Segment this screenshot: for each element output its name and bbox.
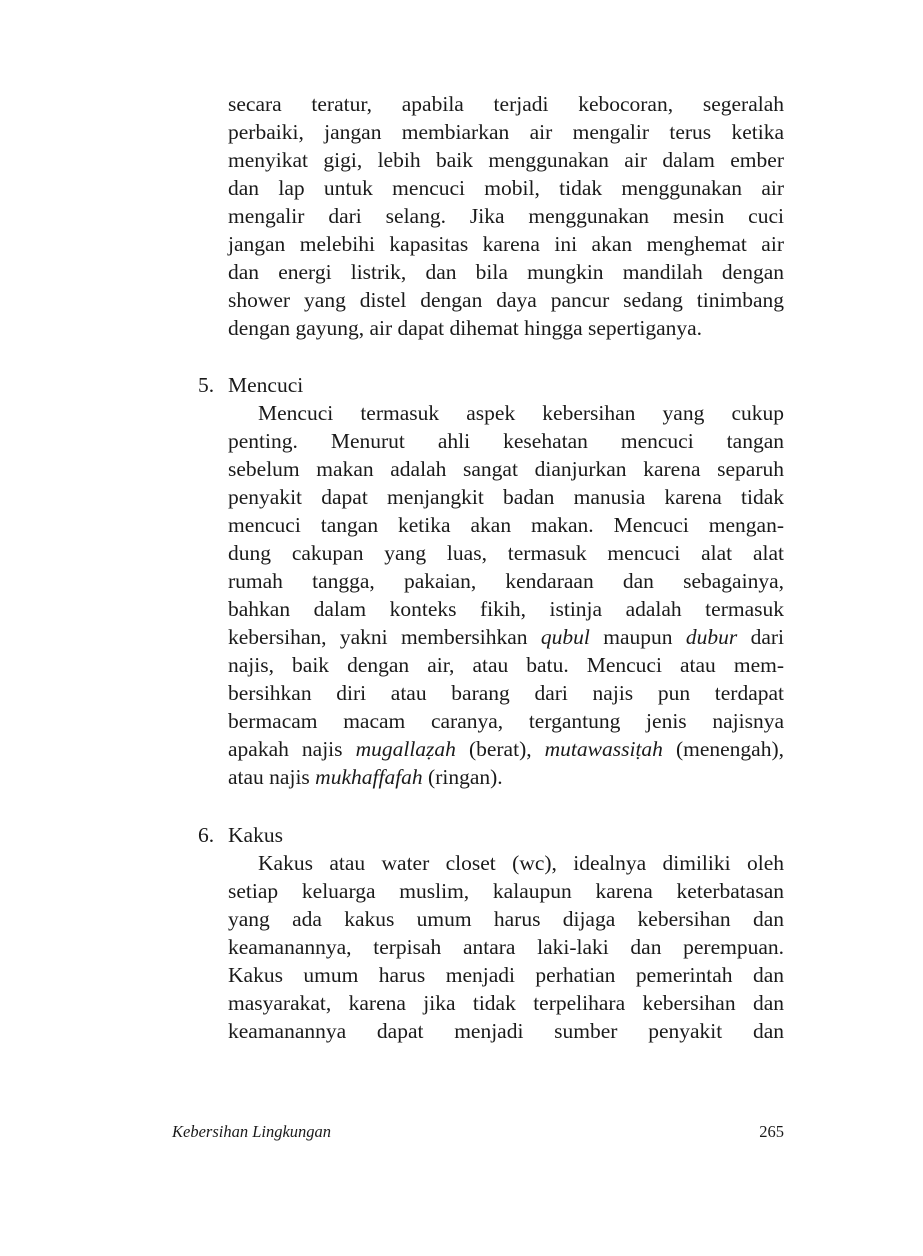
text-run: (ringan). (422, 765, 503, 789)
text-line: dan energi listrik, dan bila mungkin mandilah dengan (228, 260, 784, 284)
text-line-qubul-dubur (228, 623, 784, 651)
term-mugallazah: mugallaẓah (355, 737, 456, 761)
text-line: shower yang distel dengan daya pancur sedang tinimbang (228, 288, 784, 312)
text-line: jangan melebihi kapasitas karena ini akan menghemat air (228, 232, 784, 256)
text-line: keamanannya, terpisah antara laki-laki dan perempuan. (228, 935, 784, 959)
section-title: Kakus (228, 823, 283, 847)
text-line: yang ada kakus umum harus dijaga kebersihan dan (228, 907, 784, 931)
text-run: maupun (589, 625, 686, 649)
term-mutawassitah: mutawassiṭah (544, 737, 663, 761)
text-line: masyarakat, karena jika tidak terpelihara kebersihan dan (228, 991, 784, 1015)
text-run: apakah najis (228, 737, 356, 761)
text-line: dung cakupan yang luas, termasuk mencuci alat alat (228, 541, 784, 565)
section-heading-kakus (198, 821, 283, 849)
text-line: bahkan dalam konteks fikih, istinja adalah termasuk (228, 597, 784, 621)
running-footer-title: Kebersihan Lingkungan (172, 1122, 332, 1141)
text-run: (menengah), (662, 737, 784, 761)
text-line: bersihkan diri atau barang dari najis pun terdapat (228, 681, 784, 705)
text-line: perbaiki, jangan membiarkan air mengalir terus ketika (228, 120, 784, 144)
text-line: mencuci tangan ketika akan makan. Mencuci mengan- (228, 513, 784, 537)
text-run: atau najis (228, 765, 316, 789)
text-line-najis-types (228, 735, 784, 763)
text-line: dan lap untuk mencuci mobil, tidak menggunakan air (228, 176, 784, 200)
text-line: Mencuci termasuk aspek kebersihan yang cukup (258, 401, 784, 425)
text-line: Kakus atau water closet (wc), idealnya dimiliki oleh (258, 851, 784, 875)
text-line: Kakus umum harus menjadi perhatian pemerintah dan (228, 963, 784, 987)
text-line: sebelum makan adalah sangat dianjurkan karena separuh (228, 457, 784, 481)
text-line: bermacam macam caranya, tergantung jenis najisnya (228, 709, 784, 733)
text-line: setiap keluarga muslim, kalaupun karena keterbatasan (228, 879, 784, 903)
text-line: najis, baik dengan air, atau batu. Mencuci atau mem- (228, 653, 784, 677)
text-run: dari (737, 625, 784, 649)
text-line: keamanannya dapat menjadi sumber penyakit dan (228, 1019, 784, 1043)
text-line: penyakit dapat menjangkit badan manusia karena tidak (228, 485, 784, 509)
text-line: penting. Menurut ahli kesehatan mencuci tangan (228, 429, 784, 453)
text-line: rumah tangga, pakaian, kendaraan dan sebagainya, (228, 569, 784, 593)
page-number: 265 (759, 1122, 784, 1141)
mencuci-paragraph (228, 399, 784, 791)
text-line: menyikat gigi, lebih baik menggunakan air dalam ember (228, 148, 784, 172)
section-heading-mencuci (198, 371, 303, 399)
text-line: secara teratur, apabila terjadi kebocoran, segeralah (228, 92, 784, 116)
text-run: (berat), (455, 737, 545, 761)
text-line: dengan gayung, air dapat dihemat hingga sepertiganya. (228, 316, 703, 340)
section-number: 5. (198, 373, 215, 397)
text-line-mukhaffafah (228, 763, 784, 791)
text-line: mengalir dari selang. Jika menggunakan mesin cuci (228, 204, 784, 228)
term-mukhaffafah: mukhaffafah (315, 765, 423, 789)
term-dubur: dubur (685, 625, 738, 649)
section-title: Mencuci (228, 373, 304, 397)
text-run: kebersihan, yakni membersihkan (228, 625, 541, 649)
term-qubul: qubul (540, 625, 590, 649)
section-number: 6. (198, 823, 215, 847)
kakus-paragraph (228, 849, 784, 1045)
intro-paragraph (228, 90, 784, 342)
